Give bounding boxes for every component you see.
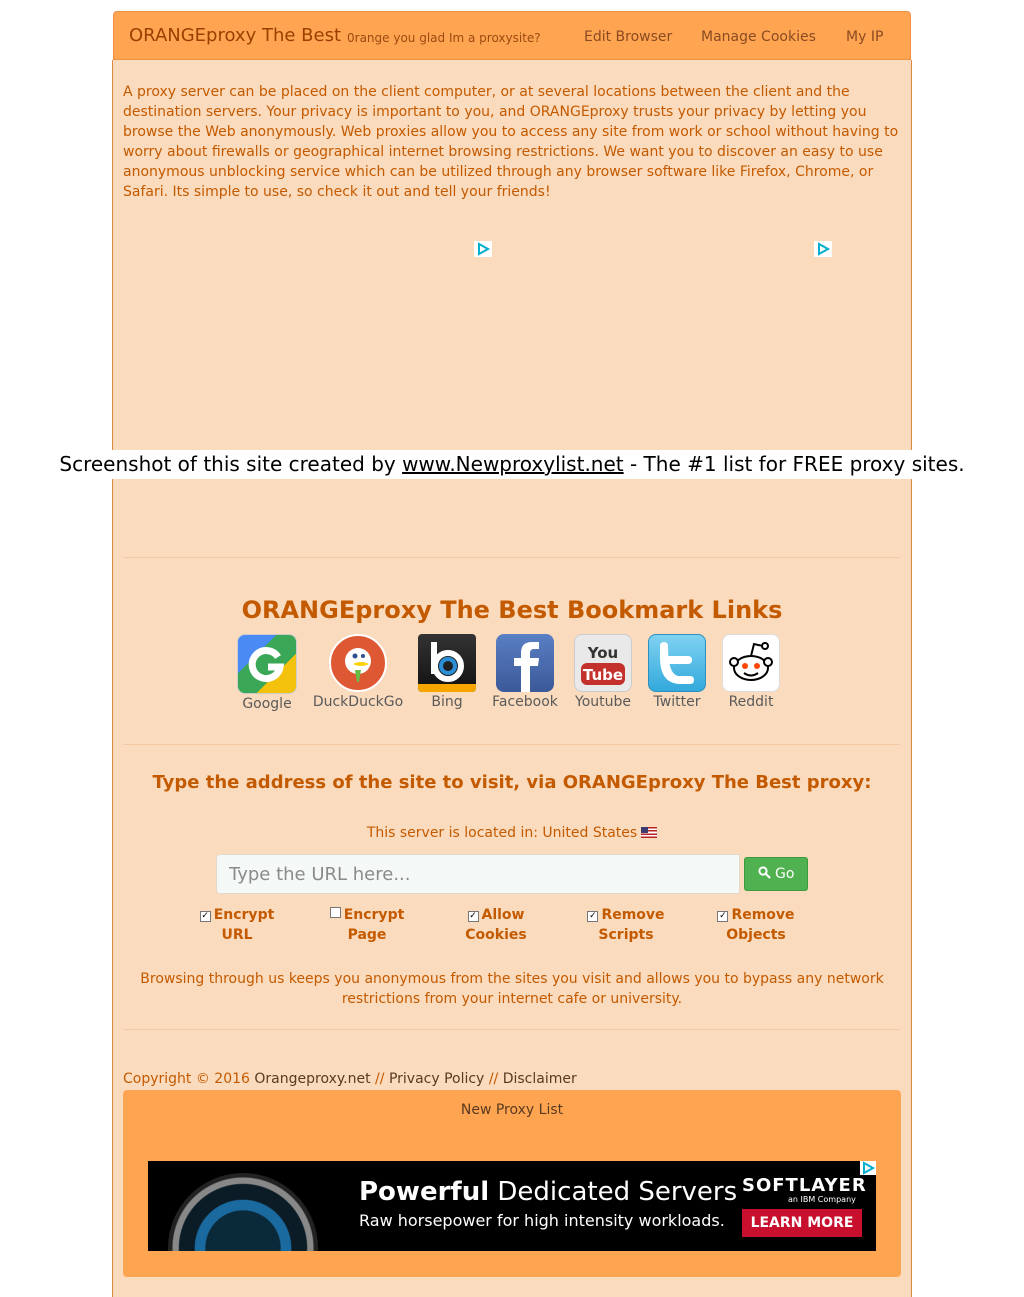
server-location-text: This server is located in: United States — [366, 825, 638, 841]
option-label: Objects — [726, 927, 786, 943]
go-button[interactable] — [744, 857, 808, 891]
checkbox-checked[interactable]: ✓ — [719, 911, 727, 921]
google-icon — [237, 634, 297, 694]
anonymity-note: Browsing through us keeps you anonymous from the sites you visit and allows you to bypass any network restrictions from your internet cafe or university. — [140, 971, 884, 1007]
duckduckgo-icon — [329, 634, 387, 692]
option-encrypt-page[interactable] — [312, 905, 422, 945]
ad-headline-rest: Dedicated Servers — [489, 1177, 738, 1207]
twitter-icon — [648, 634, 706, 692]
copyright-text: Copyright © 2016 — [123, 1071, 250, 1087]
adchoices-icon[interactable] — [814, 241, 832, 257]
checkbox-unchecked[interactable] — [330, 907, 341, 918]
brand-tagline: 0range you glad Im a proxysite? — [347, 31, 541, 45]
bookmark-label: Youtube — [575, 694, 631, 710]
privacy-policy-link[interactable]: Privacy Policy — [388, 1071, 485, 1087]
bookmark-label: Reddit — [728, 694, 774, 710]
option-label: Page — [347, 927, 387, 943]
form-title: Type the address of the site to visit, via ORANGEproxy The Best proxy: — [152, 772, 872, 793]
reddit-icon — [722, 634, 780, 692]
option-encrypt-url[interactable] — [182, 905, 292, 945]
svg-text:Tube: Tube — [582, 666, 624, 684]
footer-separator: // — [488, 1071, 499, 1087]
server-location — [112, 825, 912, 841]
bookmarks-title: ORANGEproxy The Best Bookmark Links — [241, 596, 783, 624]
bookmark-label: Facebook — [492, 694, 558, 710]
divider — [123, 744, 900, 745]
option-remove-scripts[interactable] — [571, 905, 681, 945]
adchoices-icon[interactable] — [474, 241, 492, 257]
bookmark-facebook[interactable] — [490, 634, 560, 710]
speedometer-graphic — [168, 1173, 318, 1251]
banner-link[interactable]: www.Newproxylist.net — [402, 452, 624, 476]
option-label: URL — [221, 927, 253, 943]
option-label: Cookies — [465, 927, 527, 943]
youtube-icon — [574, 634, 632, 692]
bing-icon — [418, 634, 476, 692]
divider — [123, 557, 900, 558]
option-label: Remove — [601, 907, 665, 923]
option-label: Remove — [731, 907, 795, 923]
brand-link[interactable]: ORANGEproxy The Best — [129, 25, 342, 46]
go-button-label: Go — [775, 866, 795, 882]
bookmark-label: Twitter — [653, 694, 701, 710]
checkbox-checked[interactable]: ✓ — [469, 911, 477, 921]
bookmark-twitter[interactable] — [646, 634, 708, 710]
option-label: Scripts — [598, 927, 654, 943]
svg-text:You: You — [587, 644, 619, 662]
nav-edit-browser[interactable]: Edit Browser — [584, 29, 673, 45]
footer-site-link[interactable]: Orangeproxy.net — [254, 1071, 371, 1087]
bookmark-youtube[interactable] — [572, 634, 634, 710]
disclaimer-link[interactable]: Disclaimer — [502, 1071, 577, 1087]
footer-copyright — [123, 1071, 577, 1087]
new-proxy-list-link[interactable]: New Proxy List — [460, 1102, 564, 1118]
us-flag-icon — [641, 827, 657, 838]
option-label: Encrypt — [213, 907, 275, 923]
bookmark-label: Bing — [431, 694, 463, 710]
ad-banner[interactable] — [148, 1161, 876, 1251]
search-icon — [758, 866, 771, 879]
divider — [123, 1029, 900, 1030]
option-allow-cookies[interactable] — [441, 905, 551, 945]
bookmark-reddit[interactable] — [722, 634, 780, 710]
option-label: Encrypt — [343, 907, 405, 923]
learn-more-button[interactable]: LEARN MORE — [742, 1209, 862, 1237]
url-input[interactable] — [216, 854, 740, 894]
footer-separator: // — [375, 1071, 385, 1087]
ad-brand: SOFTLAYER — [742, 1175, 867, 1196]
facebook-icon — [496, 634, 554, 692]
option-remove-objects[interactable] — [701, 905, 811, 945]
banner-suffix: - The #1 list for FREE proxy sites. — [623, 452, 965, 476]
option-label: Allow — [481, 907, 525, 923]
intro-text: A proxy server can be placed on the client computer, or at several locations between the client and the destination servers. Your privacy is important to you, and ORANGEproxy trusts your privacy by letting you browse the Web anonymously. Web proxies allow you to access any site from work or school without having to worry about firewalls or geographical internet browsing restrictions. We want you to discover an easy to use anonymous unblocking service which can be utilized through any browser software like Firefox, Chrome, or Safari. Its simple to use, so check it out and tell your friends! — [123, 84, 899, 200]
adchoices-icon[interactable] — [860, 1161, 876, 1175]
ad-brand-sub: an IBM Company — [788, 1195, 856, 1204]
bookmark-bing[interactable] — [418, 634, 476, 710]
bookmark-label: DuckDuckGo — [312, 694, 404, 710]
screenshot-banner — [0, 450, 1024, 479]
bookmark-label: Google — [242, 696, 292, 712]
checkbox-checked[interactable]: ✓ — [589, 911, 597, 921]
bookmark-google[interactable] — [235, 634, 299, 712]
ad-headline-bold: Powerful — [359, 1177, 490, 1207]
nav-my-ip[interactable]: My IP — [846, 29, 884, 45]
ad-subline: Raw horsepower for high intensity workloads. — [359, 1211, 725, 1230]
top-navbar — [113, 11, 911, 60]
bookmark-duckduckgo[interactable] — [310, 634, 406, 710]
ad-headline — [359, 1177, 737, 1207]
nav-manage-cookies[interactable]: Manage Cookies — [701, 29, 816, 45]
banner-prefix: Screenshot of this site created by — [59, 452, 403, 476]
checkbox-checked[interactable]: ✓ — [201, 911, 209, 921]
